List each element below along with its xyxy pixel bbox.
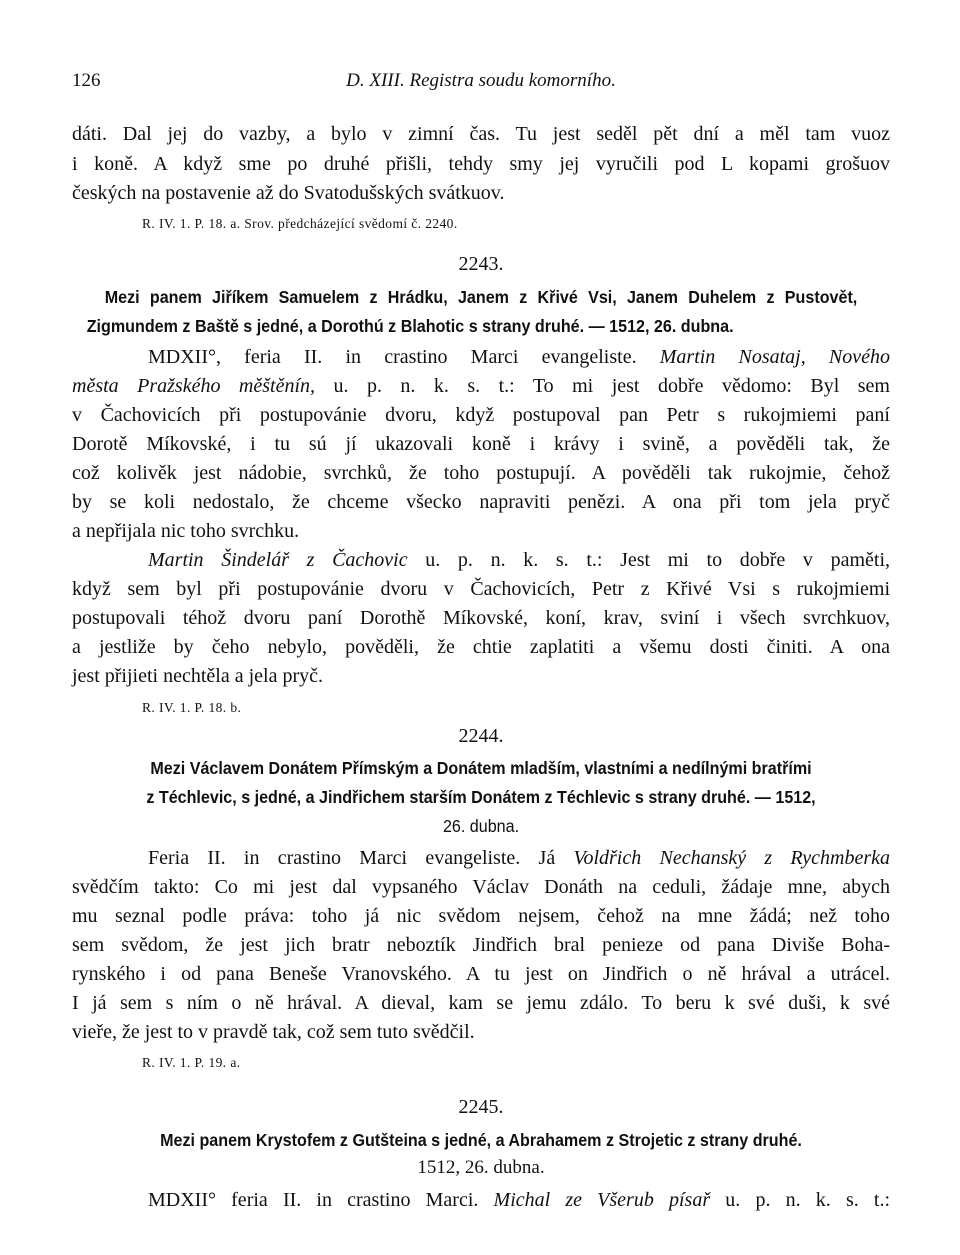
- text-line: Feria II. in crastino Marci evangeliste. Já Voldřich Nechanský z Rychmberka: [148, 847, 890, 869]
- entry-summary: Mezi Václavem Donátem Přímským a Donátem mladším, vlastními a nedílnými bratřími: [150, 758, 812, 778]
- text-line: MDXII° feria II. in crastino Marci. Michal ze Všerub písař u. p. n. k. s. t.:: [148, 1189, 891, 1211]
- text-line: českých na postavenie až do Svatodušských svátkuov.: [72, 182, 505, 204]
- entry-summary: Zigmundem z Baště s jedné, a Dorothú z Blahotic s strany druhé. — 1512, 26. dubna.: [86, 316, 734, 336]
- entry-number: 2243.: [458, 253, 504, 275]
- text-line: což kolivěk jest nádobie, svrchků, že toho postupují. A pověděli tak rukojmie, čehož: [72, 462, 890, 484]
- page-header: [72, 70, 890, 96]
- text-line: by se koli nedostalo, že chceme všecko napraviti penězi. A ona při tom jela pryč: [72, 491, 890, 513]
- entry-summary: Mezi panem Krystofem z Gutšteina s jedné, a Abrahamem z Strojetic z strany druhé.: [160, 1130, 802, 1150]
- source-reference: R. IV. 1. P. 19. a.: [142, 1055, 241, 1070]
- entry-number: 2244.: [458, 725, 504, 747]
- text-line: sem svědom, že jest jich bratr neboztík Jindřich bral penieze od pana Diviše Boha-: [72, 934, 890, 956]
- text-line: města Pražského měštěnín, u. p. n. k. s. t.: To mi jest dobře vědomo: Byl sem: [72, 375, 890, 397]
- text-line: I já sem s ním o ně hrával. A dieval, kam se jemu zdálo. To beru k své duši, k své: [72, 992, 890, 1014]
- entry-summary: 1512, 26. dubna.: [417, 1157, 545, 1178]
- text-line: Martin Šindelář z Čachovic u. p. n. k. s. t.: Jest mi to dobře v paměti,: [148, 549, 890, 571]
- entry-summary: Mezi panem Jiříkem Samuelem z Hrádku, Janem z Křivé Vsi, Janem Duhelem z Pustovět,: [104, 287, 858, 307]
- text-line: MDXII°, feria II. in crastino Marci evangeliste. Martin Nosataj, Nového: [148, 346, 890, 368]
- text-line: v Čachovicích při postupovánie dvoru, když postupoval pan Petr s rukojmiemi paní: [72, 404, 890, 426]
- text-line: mu seznal podle práva: toho já nic svědom nejsem, čehož na mne žádá; než toho: [72, 905, 890, 927]
- text-line: rynského i od pana Beneše Vranovského. A tu jest on Jindřich o ně hrával a utrácel.: [72, 963, 890, 985]
- page-number: 126: [72, 70, 101, 91]
- source-reference: R. IV. 1. P. 18. b.: [142, 700, 242, 715]
- text-line: postupovali téhož dvoru paní Dorothě Míkovské, koní, krav, sviní i všech svrchkuov,: [72, 607, 890, 629]
- text-line: a nepřijala nic toho svrchku.: [72, 520, 300, 542]
- text-line: dáti. Dal jej do vazby, a bylo v zimní čas. Tu jest seděl pět dní a měl tam vuoz: [72, 123, 890, 145]
- text-line: jest přijieti nechtěla a jela pryč.: [72, 665, 323, 687]
- running-title: D. XIII. Registra soudu komorního.: [346, 70, 616, 91]
- entry-summary: z Téchlevic, s jedné, a Jindřichem starším Donátem z Téchlevic s strany druhé. — 1512,: [146, 787, 816, 807]
- text-line: vieře, že jest to v pravdě tak, což sem tuto svědčil.: [72, 1021, 475, 1043]
- text-line: i koně. A když sme po druhé přišli, tehdy smy jej vyručili pod L kopami grošuov: [72, 153, 890, 175]
- entry-summary: 26. dubna.: [442, 816, 520, 836]
- text-line: Dorotě Míkovské, i tu sú jí ukazovali koně i krávy i svině, a pověděli tak, že: [72, 433, 890, 455]
- text-line: když sem byl při postupovánie dvoru v Čachovicích, Petr z Křivé Vsi s rukojmiemi: [72, 578, 890, 600]
- source-reference: R. IV. 1. P. 18. a. Srov. předcházející svědomí č. 2240.: [142, 216, 458, 231]
- text-line: svědčím takto: Co mi jest dal vypsaného Václav Donáth na ceduli, žádaje mne, abych: [72, 876, 890, 898]
- text-line: a jestliže by čeho nebylo, pověděli, že chtie zaplatiti a všemu dosti činiti. A ona: [72, 636, 890, 658]
- entry-number: 2245.: [458, 1096, 504, 1118]
